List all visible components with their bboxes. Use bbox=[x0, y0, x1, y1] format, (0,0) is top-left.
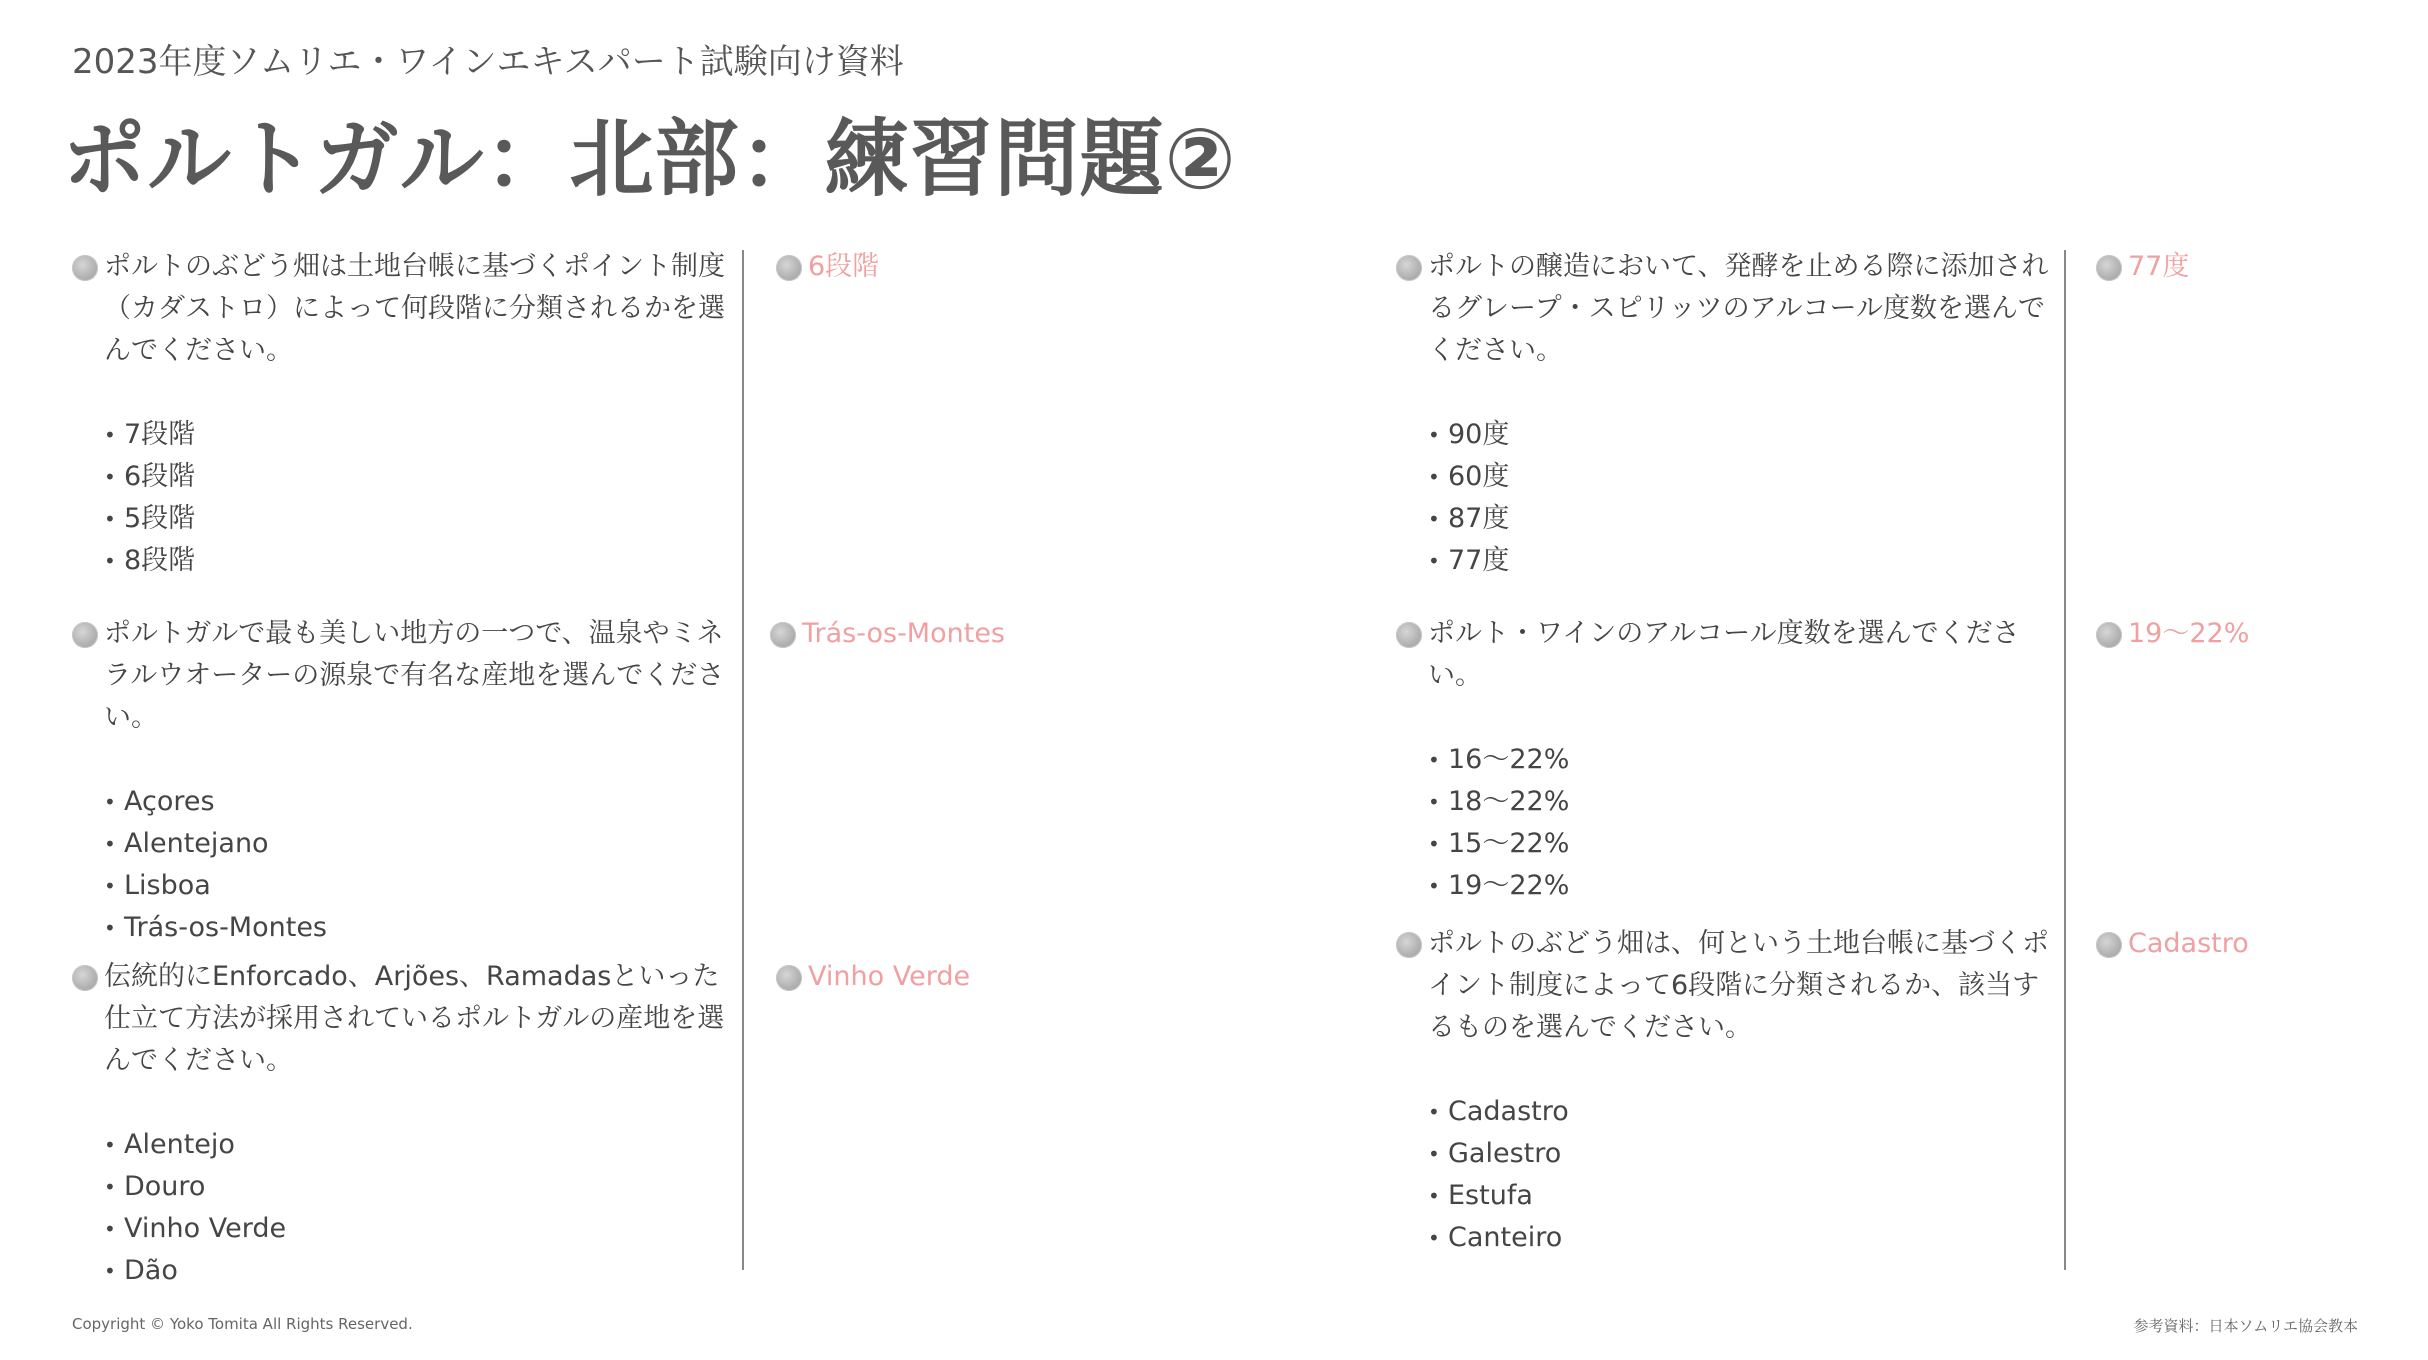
question-3 bbox=[72, 956, 732, 1292]
answer-bullet-icon bbox=[2096, 255, 2122, 281]
question-bullet-icon bbox=[1396, 255, 1422, 281]
option-item: • 87度 bbox=[1428, 498, 2056, 540]
option-item: • Dão bbox=[104, 1250, 732, 1292]
option-item: • Galestro bbox=[1428, 1133, 2056, 1175]
answer-bullet-icon bbox=[2096, 932, 2122, 958]
answer-6 bbox=[2096, 923, 2249, 965]
answer-bullet-icon bbox=[776, 255, 802, 281]
question-6 bbox=[1396, 923, 2056, 1259]
option-item: • 90度 bbox=[1428, 414, 2056, 456]
option-list bbox=[1396, 1091, 2056, 1259]
option-list bbox=[72, 781, 732, 949]
option-item: • Estufa bbox=[1428, 1175, 2056, 1217]
answer-text: 19〜22% bbox=[2128, 618, 2250, 649]
answer-1 bbox=[776, 246, 879, 288]
option-list bbox=[72, 1124, 732, 1292]
answer-4 bbox=[2096, 246, 2189, 288]
answer-text: Vinho Verde bbox=[808, 961, 971, 992]
option-item: • Vinho Verde bbox=[104, 1208, 732, 1250]
answer-5 bbox=[2096, 613, 2249, 655]
answer-2 bbox=[770, 613, 1005, 655]
option-item: • Açores bbox=[104, 781, 732, 823]
copyright-text: Copyright © Yoko Tomita All Rights Reserved. bbox=[72, 1315, 413, 1333]
question-bullet-icon bbox=[72, 255, 98, 281]
option-item: • Canteiro bbox=[1428, 1217, 2056, 1259]
question-4 bbox=[1396, 246, 2056, 582]
answer-bullet-icon bbox=[776, 965, 802, 991]
option-list bbox=[1396, 414, 2056, 582]
question-5 bbox=[1396, 613, 2056, 907]
option-list bbox=[1396, 739, 2056, 907]
question-text: ポルトの醸造において、発酵を止める際に添加されるグレープ・スピリッツのアルコール度数を選んでください。 bbox=[1428, 251, 2049, 366]
option-item: • Alentejo bbox=[104, 1124, 732, 1166]
option-item: • Trás-os-Montes bbox=[104, 907, 732, 949]
answer-text: Trás-os-Montes bbox=[802, 618, 1006, 649]
option-list bbox=[72, 414, 732, 582]
reference-text: 参考資料：日本ソムリエ協会教本 bbox=[2133, 1317, 2358, 1335]
option-item: • 18〜22% bbox=[1428, 781, 2056, 823]
option-item: • Cadastro bbox=[1428, 1091, 2056, 1133]
option-item: • 7段階 bbox=[104, 414, 732, 456]
answer-3 bbox=[776, 956, 970, 998]
option-item: • 19〜22% bbox=[1428, 865, 2056, 907]
option-item: • 16〜22% bbox=[1428, 739, 2056, 781]
answer-bullet-icon bbox=[2096, 622, 2122, 648]
option-item: • 6段階 bbox=[104, 456, 732, 498]
column-divider-right bbox=[2064, 250, 2066, 1270]
question-bullet-icon bbox=[1396, 622, 1422, 648]
answer-text: 6段階 bbox=[808, 251, 880, 282]
question-bullet-icon bbox=[72, 622, 98, 648]
question-2 bbox=[72, 613, 732, 949]
question-text: ポルト・ワインのアルコール度数を選んでください。 bbox=[1428, 618, 2020, 691]
question-text: 伝統的にEnforcado、Arjões、Ramadasといった仕立て方法が採用されているポルトガルの産地を選んでください。 bbox=[104, 961, 725, 1076]
option-item: • 5段階 bbox=[104, 498, 732, 540]
answer-text: Cadastro bbox=[2128, 928, 2249, 959]
option-item: • 77度 bbox=[1428, 540, 2056, 582]
option-item: • 8段階 bbox=[104, 540, 732, 582]
page-title: ポルトガル：北部：練習問題② bbox=[62, 110, 1237, 208]
question-bullet-icon bbox=[72, 965, 98, 991]
answer-bullet-icon bbox=[770, 622, 796, 648]
option-item: • 15〜22% bbox=[1428, 823, 2056, 865]
option-item: • Lisboa bbox=[104, 865, 732, 907]
question-1 bbox=[72, 246, 732, 582]
question-text: ポルトのぶどう畑は土地台帳に基づくポイント制度（カダストロ）によって何段階に分類されるかを選んでください。 bbox=[104, 251, 725, 366]
question-text: ポルトのぶどう畑は、何という土地台帳に基づくポイント制度によって6段階に分類されるか、該当するものを選んでください。 bbox=[1428, 928, 2049, 1043]
column-divider-left bbox=[742, 250, 744, 1270]
option-item: • 60度 bbox=[1428, 456, 2056, 498]
option-item: • Douro bbox=[104, 1166, 732, 1208]
question-bullet-icon bbox=[1396, 932, 1422, 958]
answer-text: 77度 bbox=[2128, 251, 2190, 282]
page-subtitle: 2023年度ソムリエ・ワインエキスパート試験向け資料 bbox=[72, 42, 904, 82]
question-text: ポルトガルで最も美しい地方の一つで、温泉やミネラルウオーターの源泉で有名な産地を選んでください。 bbox=[104, 618, 725, 733]
option-item: • Alentejano bbox=[104, 823, 732, 865]
